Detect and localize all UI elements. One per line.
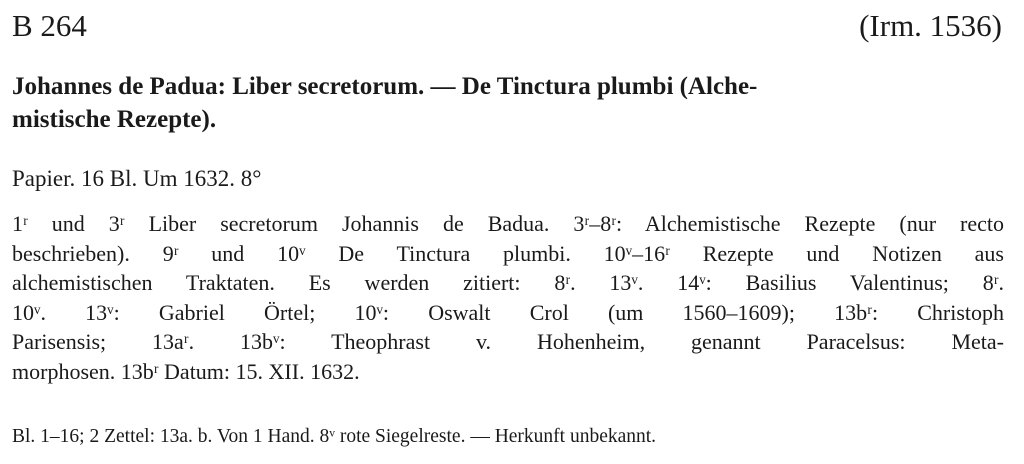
physical-description: Papier. 16 Bl. Um 1632. 8°	[12, 166, 262, 191]
codicological-note: Bl. 1–16; 2 Zettel: 13a. b. Von 1 Hand. 8ᵛ rote Siegelreste. — Herkunft unbekannt.	[12, 426, 657, 447]
entry-title	[12, 70, 1002, 136]
contents-description	[12, 209, 1004, 386]
old-shelfmark: (Irm. 1536)	[859, 8, 1002, 43]
contents-line: Parisensis; 13aʳ. 13bᵛ: Theophrast v. Hohenheim, genannt Paracelsus: Meta-	[12, 329, 1004, 354]
entry-title-line: Johannes de Padua: Liber secretorum. — De Tinctura plumbi (Alche-	[12, 73, 758, 100]
contents-line: 1ʳ und 3ʳ Liber secretorum Johannis de Badua. 3ʳ–8ʳ: Alchemistische Rezepte (nur recto	[12, 211, 1004, 236]
entry-title-line: mistische Rezepte).	[12, 106, 217, 133]
contents-line: alchemistischen Traktaten. Es werden zitiert: 8ʳ. 13ᵛ. 14ᵛ: Basilius Valentinus; 8ʳ.	[12, 270, 1004, 295]
contents-line: 10ᵛ. 13ᵛ: Gabriel Örtel; 10ᵛ: Oswalt Crol (um 1560–1609); 13bʳ: Christoph	[12, 299, 1004, 325]
shelfmark: B 264	[12, 8, 87, 43]
entry-header	[12, 4, 1002, 48]
contents-line: morphosen. 13bʳ Datum: 15. XII. 1632.	[12, 358, 360, 384]
contents-line: beschrieben). 9ʳ und 10ᵛ De Tinctura plumbi. 10ᵛ–16ʳ Rezepte und Notizen aus	[12, 240, 1004, 266]
